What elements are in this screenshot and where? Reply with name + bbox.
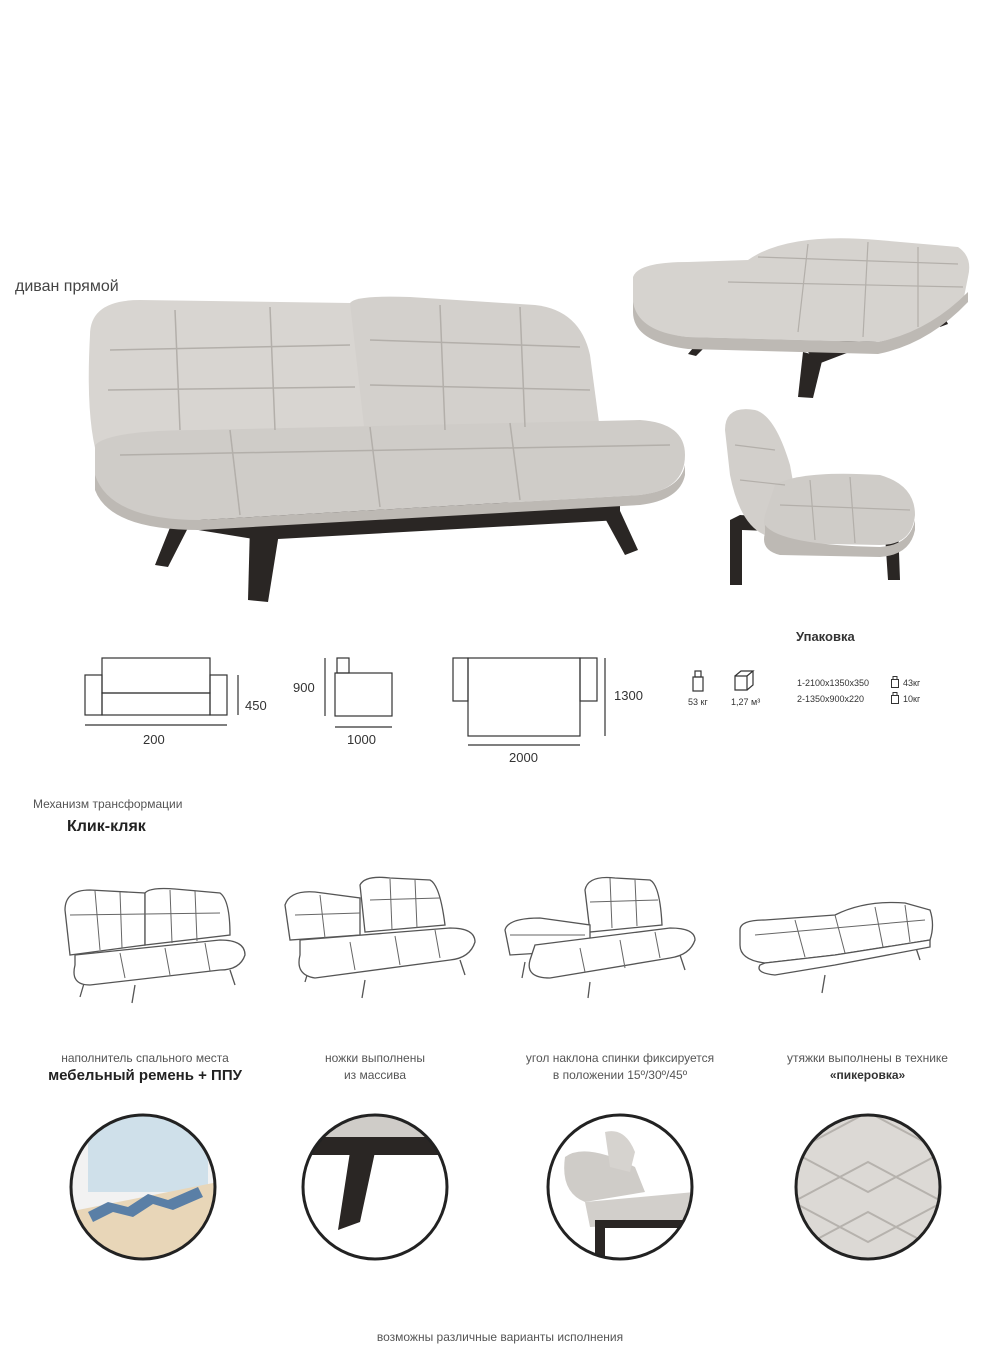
feature-4-line2: «пикеровка» — [829, 1068, 906, 1082]
transform-step-1-sketch — [60, 885, 250, 1005]
feature-2-line2: из массива — [343, 1068, 407, 1082]
packaging-box1: 1-2100x1350x350 — [797, 678, 870, 688]
sofa-main-image — [80, 295, 690, 605]
feature-4-line1: утяжки выполнены в технике — [787, 1051, 948, 1065]
packaging-box1-weight: 43кг — [903, 678, 921, 688]
dim-sofa-width: 200 — [143, 732, 165, 747]
feature-2-line1: ножки выполнены — [325, 1051, 425, 1065]
dimension-side-diagram — [320, 655, 400, 735]
feature-2 — [290, 1050, 460, 1084]
product-title: диван прямой — [15, 278, 119, 295]
mechanism-name: Клик-кляк — [67, 818, 146, 835]
mechanism-label: Механизм трансформации — [33, 797, 183, 811]
dim-bed-width: 1300 — [614, 688, 643, 703]
dimension-front-diagram — [80, 655, 280, 735]
transform-step-2-sketch — [280, 870, 480, 1000]
detail-tufting-image — [793, 1112, 943, 1262]
packaging-box2-weight: 10кг — [903, 694, 921, 704]
box2-weight-icon — [891, 692, 900, 704]
packaging-weight: 53 кг — [688, 697, 708, 707]
feature-3-line1: угол наклона спинки фиксируется — [525, 1051, 715, 1065]
detail-filler-image — [68, 1112, 218, 1262]
packaging-volume: 1,27 м³ — [731, 697, 761, 707]
transform-step-4-sketch — [735, 895, 935, 995]
transform-step-3-sketch — [500, 870, 700, 1000]
detail-recline-image — [545, 1112, 695, 1262]
feature-3-line2: в положении 15º/30º/45º — [552, 1068, 688, 1082]
detail-legs-image — [300, 1112, 450, 1262]
feature-1 — [30, 1050, 260, 1084]
dim-side-depth: 1000 — [347, 732, 376, 747]
dimension-bed-diagram — [450, 655, 620, 755]
feature-1-bold: мебельный ремень + ППУ — [48, 1067, 242, 1084]
dim-side-height: 900 — [293, 680, 315, 695]
box1-weight-icon — [891, 676, 900, 688]
packaging-box2: 2-1350x900x220 — [797, 694, 865, 704]
packaging-title: Упаковка — [796, 629, 855, 644]
feature-1-line1: наполнитель спального места — [61, 1051, 229, 1065]
feature-4 — [760, 1050, 975, 1084]
dim-sofa-height: 450 — [245, 698, 267, 713]
dim-bed-length: 2000 — [509, 750, 538, 765]
weight-icon — [691, 670, 705, 692]
footer-note: возможны различные варианты исполнения — [376, 1330, 624, 1344]
feature-3 — [495, 1050, 745, 1084]
volume-box-icon — [733, 670, 755, 692]
sofa-bed-image — [628, 232, 973, 402]
sofa-side-image — [720, 405, 920, 590]
